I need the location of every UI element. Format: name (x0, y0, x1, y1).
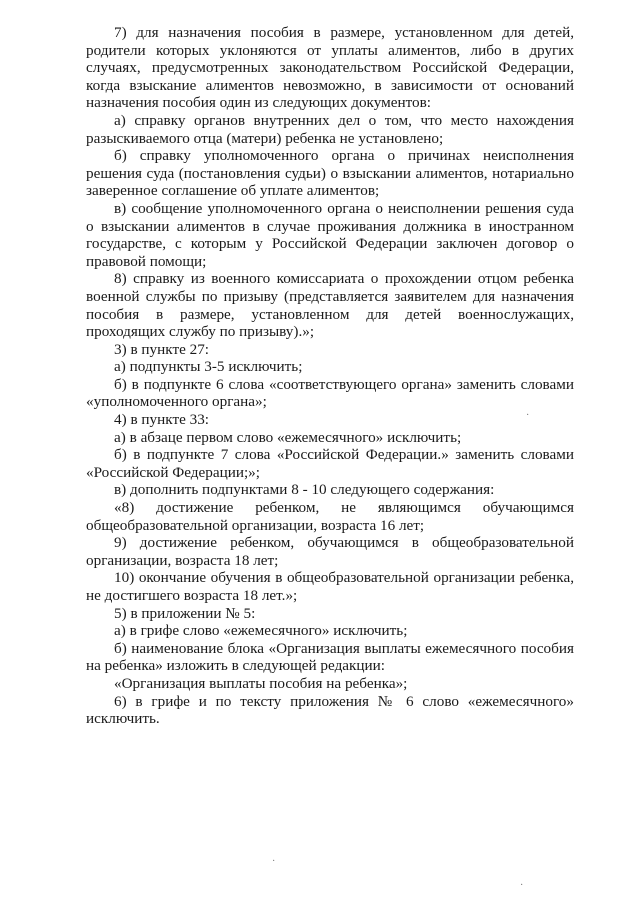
paragraph-sub-9: 9) достижение ребенком, обучающимся в общеобразовательной организации, возраста 18 лет; (86, 534, 574, 569)
paragraph-sub-8: «8) достижение ребенком, не являющимся обучающимся общеобразовательной организации, возраста 16 лет; (86, 499, 574, 534)
paragraph-item-4b: б) в подпункте 7 слова «Российской Федерации.» заменить словами «Российской Федерации;»; (86, 446, 574, 481)
scan-mark-dot: · (526, 410, 530, 421)
paragraph-block-title: «Организация выплаты пособия на ребенка»; (114, 674, 408, 692)
paragraph-7: 7) для назначения пособия в размере, установленном для детей, родители которых уклоняются от уплаты алиментов, либо в других случаях, предусмотренных законодательством Российской Федерации, когда взыскание алиментов невозможно, в зависимости от оснований назначения пособия один из следующих документов: (86, 24, 574, 112)
paragraph-sub-10: 10) окончание обучения в общеобразовательной организации ребенка, не достигшего возраста 18 лет.»; (86, 569, 574, 604)
paragraph-item-3: 3) в пункте 27: (114, 340, 210, 358)
paragraph-item-4: 4) в пункте 33: (114, 411, 210, 429)
scan-mark-dot: · (272, 856, 276, 867)
paragraph-item-5b: б) наименование блока «Организация выплаты ежемесячного пособия на ребенка» изложить в следующей редакции: (86, 639, 574, 675)
paragraph-item-4v: в) дополнить подпунктами 8 - 10 следующего содержания: (114, 481, 495, 499)
paragraph-item-6: 6) в грифе и по тексту приложения № 6 слово «ежемесячного» исключить. (86, 692, 574, 728)
scan-mark-dot: · (520, 880, 524, 891)
paragraph-7v: в) сообщение уполномоченного органа о неисполнении решения суда о взыскании алиментов в случае проживания должника в иностранном государстве, с которым у Российской Федерации заключен договор о правовой помощи; (86, 199, 574, 270)
paragraph-item-3b: б) в подпункте 6 слова «соответствующего органа» заменить словами «уполномоченного органа»; (86, 375, 574, 411)
document-body (86, 24, 574, 728)
paragraph-7b: б) справку уполномоченного органа о причинах неисполнения решения суда (постановления судьи) о взыскании алиментов, нотариально заверенное соглашение об уплате алиментов; (86, 147, 574, 200)
paragraph-7a: а) справку органов внутренних дел о том, что место нахождения разыскиваемого отца (матери) ребенка не установлено; (86, 111, 574, 147)
paragraph-item-3a: а) подпункты 3-5 исключить; (114, 358, 303, 376)
paragraph-8: 8) справку из военного комиссариата о прохождении отцом ребенка военной службы по призыву (представляется заявителем для назначения пособия в размере, установленном для детей военнослужащих, проходящих службу по призыву).»; (86, 270, 574, 341)
paragraph-item-5a: а) в грифе слово «ежемесячного» исключить; (114, 622, 408, 640)
paragraph-item-4a: а) в абзаце первом слово «ежемесячного» исключить; (114, 428, 462, 446)
paragraph-item-5: 5) в приложении № 5: (114, 604, 256, 622)
